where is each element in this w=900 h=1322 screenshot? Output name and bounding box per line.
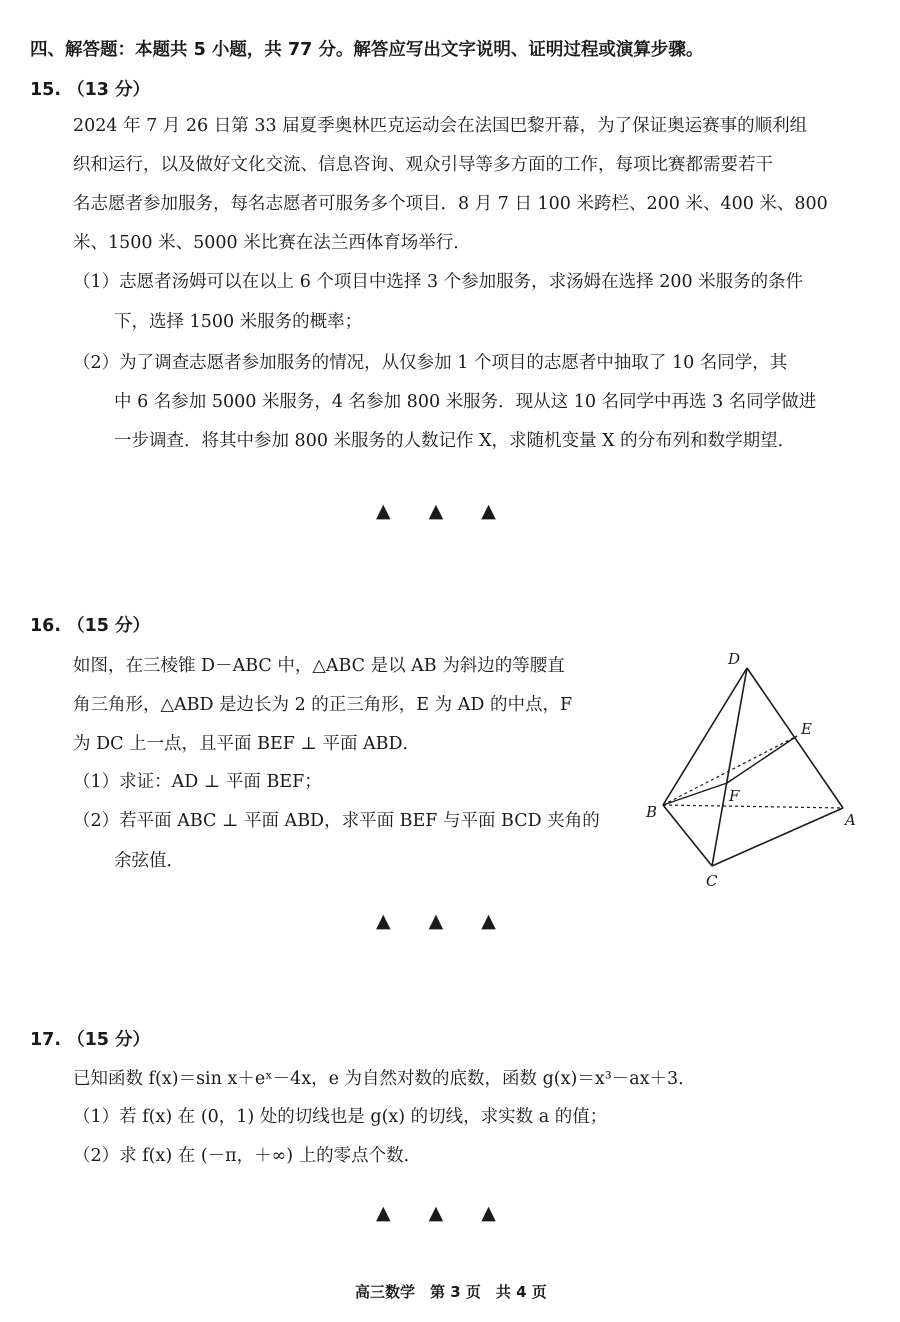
q16-stem-line-2: 角三角形，△ABD 是边长为 2 的正三角形，E 为 AD 的中点，F: [73, 695, 573, 715]
label-c: C: [706, 872, 718, 890]
q17-heading: 17. （15 分）: [30, 1030, 151, 1050]
edge-bc: [663, 805, 712, 866]
q16-stem-line-3: 为 DC 上一点，且平面 BEF ⊥ 平面 ABD．: [73, 734, 421, 754]
q16-part2-line-2: 余弦值．: [114, 851, 184, 871]
q15-stem-line-2: 织和运行，以及做好文化交流、信息咨询、观众引导等多方面的工作，每项比赛都需要若干: [73, 155, 773, 175]
q15-part2-line-1: （2）为了调查志愿者参加服务的情况，从仅参加 1 个项目的志愿者中抽取了 10 名同学，其: [73, 353, 788, 373]
label-f: F: [729, 787, 740, 805]
q15-stem-line-1: 2024 年 7 月 26 日第 33 届夏季奥林匹克运动会在法国巴黎开幕，为了保证奥运赛事的顺利组: [73, 116, 808, 136]
q17-answer-marks: ▲ ▲ ▲: [376, 1202, 496, 1224]
segment-fe: [727, 736, 797, 783]
label-d: D: [728, 650, 741, 668]
q15-answer-marks: ▲ ▲ ▲: [376, 500, 496, 522]
label-e: E: [801, 720, 812, 738]
q15-part2-line-3: 一步调查．将其中参加 800 米服务的人数记作 X，求随机变量 X 的分布列和数学期望．: [114, 431, 796, 451]
q15-part1-line-2: 下，选择 1500 米服务的概率；: [114, 312, 363, 332]
tetrahedron-figure: [630, 640, 880, 900]
q15-heading: 15. （13 分）: [30, 80, 151, 100]
q16-part1: （1）求证：AD ⊥ 平面 BEF；: [73, 772, 322, 792]
q16-part2-line-1: （2）若平面 ABC ⊥ 平面 ABD，求平面 BEF 与平面 BCD 夹角的: [73, 811, 600, 831]
q15-stem-line-4: 米、1500 米、5000 米比赛在法兰西体育场举行．: [73, 233, 471, 253]
q17-part2: （2）求 f(x) 在 (－π，＋∞) 上的零点个数．: [73, 1146, 422, 1166]
label-b: B: [646, 803, 658, 821]
q16-answer-marks: ▲ ▲ ▲: [376, 910, 496, 932]
q15-part1-line-1: （1）志愿者汤姆可以在以上 6 个项目中选择 3 个参加服务，求汤姆在选择 200 米服务的条件: [73, 272, 804, 292]
q17-stem: 已知函数 f(x)＝sin x＋eˣ－4x，e 为自然对数的底数，函数 g(x)＝x³－ax＋3．: [73, 1069, 696, 1089]
q15-part2-line-2: 中 6 名参加 5000 米服务，4 名参加 800 米服务．现从这 10 名同学中再选 3 名同学做进: [114, 392, 817, 412]
q16-heading: 16. （15 分）: [30, 616, 151, 636]
q15-stem-line-3: 名志愿者参加服务，每名志愿者可服务多个项目．8 月 7 日 100 米跨栏、200 米、400 米、800: [73, 194, 828, 214]
segment-bf: [663, 783, 727, 805]
page-footer: 高三数学 第 3 页 共 4 页: [355, 1283, 547, 1301]
q17-part1: （1）若 f(x) 在 (0，1) 处的切线也是 g(x) 的切线，求实数 a 的值；: [73, 1107, 608, 1127]
section-header: 四、解答题：本题共 5 小题，共 77 分。解答应写出文字说明、证明过程或演算步骤。: [30, 40, 704, 60]
label-a: A: [845, 811, 856, 829]
q16-stem-line-1: 如图，在三棱锥 D－ABC 中，△ABC 是以 AB 为斜边的等腰直: [73, 656, 565, 676]
edge-ca: [712, 808, 843, 866]
edge-ba-hidden: [663, 805, 843, 808]
